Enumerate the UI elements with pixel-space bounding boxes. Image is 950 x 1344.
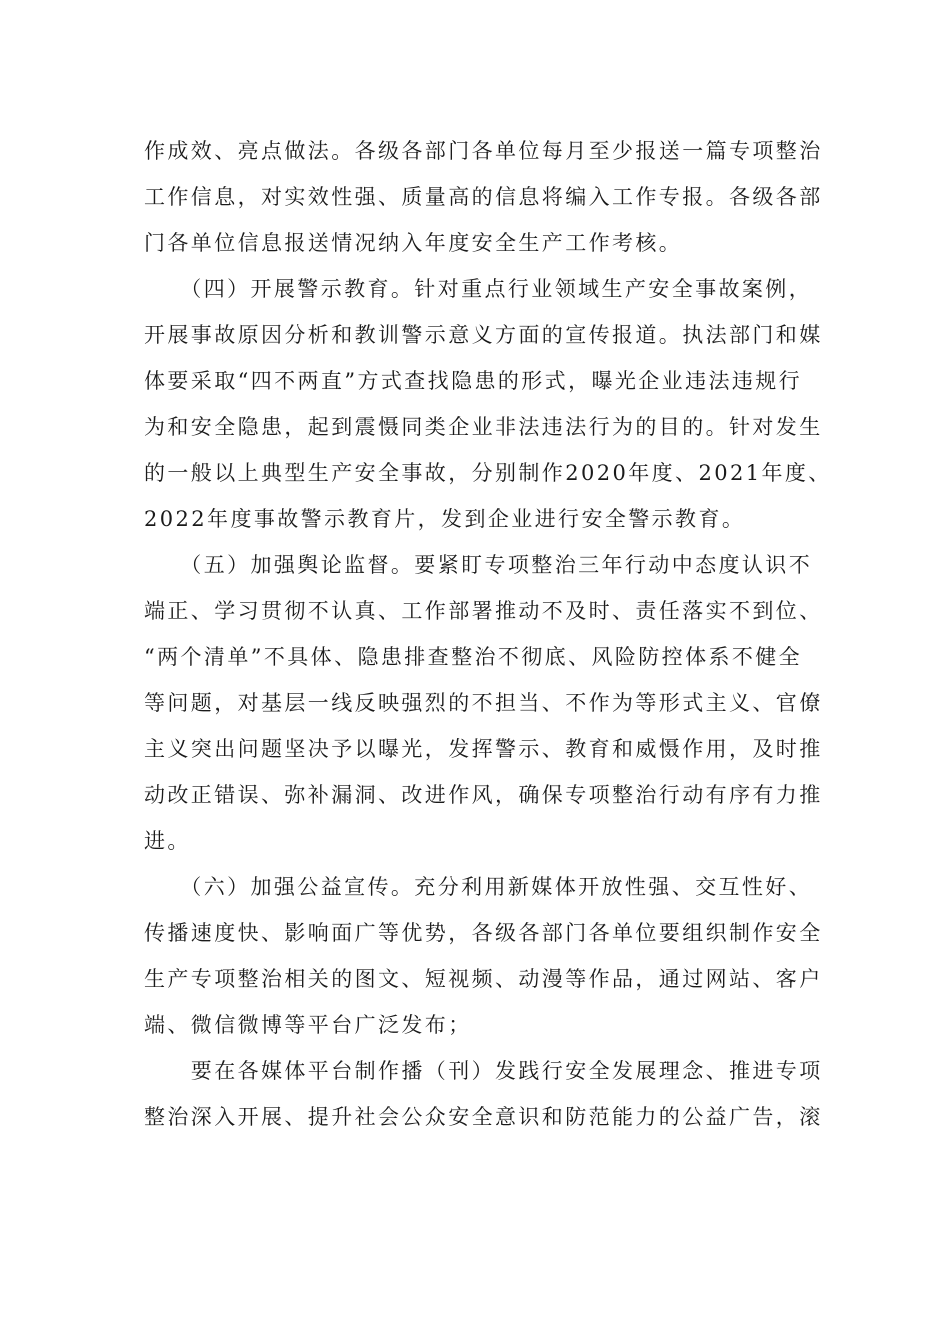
text-line: “两个清单”不具体、隐患排查整治不彻底、风险防控体系不健全 <box>144 645 803 669</box>
text-line: 2022年度事故警示教育片，发到企业进行安全警示教育。 <box>144 507 746 531</box>
text-line: 工作信息，对实效性强、质量高的信息将编入工作专报。各级各部 <box>144 185 823 209</box>
document-body <box>144 128 832 1140</box>
text-line: 的一般以上典型生产安全事故，分别制作2020年度、2021年度、 <box>144 461 832 485</box>
text-line: 等问题，对基层一线反映强烈的不担当、不作为等形式主义、官僚 <box>144 691 823 715</box>
text-line: 端、微信微博等平台广泛发布； <box>144 1013 472 1037</box>
text-line: 整治深入开展、提升社会公众安全意识和防范能力的公益广告，滚 <box>144 1105 823 1129</box>
text-line: 端正、学习贯彻不认真、工作部署推动不及时、责任落实不到位、 <box>144 599 823 623</box>
text-line: 门各单位信息报送情况纳入年度安全生产工作考核。 <box>144 231 683 255</box>
text-line: 传播速度快、影响面广等优势，各级各部门各单位要组织制作安全 <box>144 921 823 945</box>
text-line: 主义突出问题坚决予以曝光，发挥警示、教育和威慑作用，及时推 <box>144 737 823 761</box>
text-line: 开展事故原因分析和教训警示意义方面的宣传报道。执法部门和媒 <box>144 323 823 347</box>
text-line: （五）加强舆论监督。要紧盯专项整治三年行动中态度认识不 <box>144 553 813 577</box>
text-line: 进。 <box>144 829 191 853</box>
text-line: 为和安全隐患，起到震慑同类企业非法违法行为的目的。针对发生 <box>144 415 823 439</box>
text-line: （四）开展警示教育。针对重点行业领域生产安全事故案例， <box>144 277 813 301</box>
text-line: 要在各媒体平台制作播（刊）发践行安全发展理念、推进专项 <box>144 1059 823 1083</box>
text-line: 生产专项整治相关的图文、短视频、动漫等作品，通过网站、客户 <box>144 967 823 991</box>
text-line: 作成效、亮点做法。各级各部门各单位每月至少报送一篇专项整治 <box>144 139 823 163</box>
text-line: 动改正错误、弥补漏洞、改进作风，确保专项整治行动有序有力推 <box>144 783 823 807</box>
text-line: 体要采取“四不两直”方式查找隐患的形式，曝光企业违法违规行 <box>144 369 803 393</box>
text-line: （六）加强公益宣传。充分利用新媒体开放性强、交互性好、 <box>144 875 813 899</box>
